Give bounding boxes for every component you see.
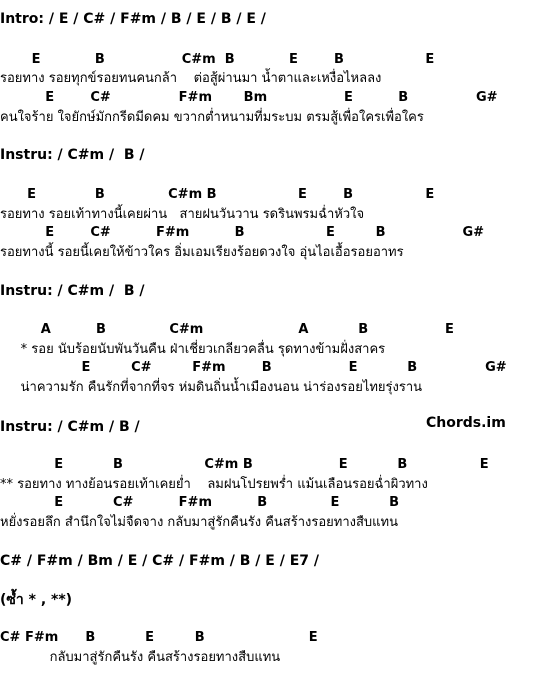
instru-line: Instru: / C#m / B /: [0, 419, 140, 435]
chord-line: E C# F#m B E B G#: [0, 225, 485, 240]
repeat-note: (ซ้ำ * , **): [0, 592, 73, 608]
lyric-line: กลับมาสู่รักคืนรัง คืนสร้างรอยทางสืบแทน: [0, 650, 281, 665]
lyric-line: * รอย นับร้อยนับพันวันคืน ฝ่าเชี่ยวเกลียวคลื่น รุดทางข้ามฝั่งสาคร: [0, 342, 386, 357]
chord-line: C# F#m B E B E: [0, 630, 318, 645]
lyric-line: ** รอยทาง ทางย้อนรอยเท้าเคยย่ำ ลมฝนโปรยพร่ำ แม้นเลือนรอยฉ่ำผิวทาง: [0, 477, 428, 492]
chord-line: E B C#m B E B E: [0, 52, 435, 67]
chord-line: E B C#m B E B E: [0, 457, 489, 472]
watermark: Chords.im: [426, 415, 506, 431]
lyric-line: หยั่งรอยลึก สำนึกใจไม่จืดจาง กลับมาสู่รักคืนรัง คืนสร้างรอยทางสืบแทน: [0, 515, 399, 530]
chord-line: E C# F#m B E B: [0, 495, 400, 510]
instru-line: Instru: / C#m / B /: [0, 283, 145, 299]
lyric-line: คนใจร้าย ใจยักษ์มักกรีดมีดคม ขวากต่ำหนามที่มระบม ตรมสู้เพื่อใครเพื่อใคร: [0, 110, 424, 125]
chord-line: E B C#m B E B E: [0, 187, 435, 202]
outro-line: C# / F#m / Bm / E / C# / F#m / B / E / E7 /: [0, 553, 320, 569]
chord-line: A B C#m A B E: [0, 322, 454, 337]
chord-line: E C# F#m B E B G#: [0, 360, 507, 375]
intro-line: Intro: / E / C# / F#m / B / E / B / E /: [0, 11, 266, 27]
lyric-line: รอยทางนี้ รอยนี้เคยให้ข้าวใคร อิ่มเอมเรียงร้อยดวงใจ อุ่นไอเอื้อรอยอาทร: [0, 245, 404, 260]
lyric-line: น่าความรัก คืนรักที่จากที่จร ห่มดินถิ่นน้ำเมืองนอน น่าร่องรอยไทยรุ่งราน: [0, 380, 423, 395]
lyric-line: รอยทาง รอยทุกข์รอยทนคนกล้า ต่อสู้ผ่านมา น้ำตาและเหงื่อไหลลง: [0, 71, 382, 86]
chord-line: E C# F#m Bm E B G#: [0, 90, 498, 105]
lyric-line: รอยทาง รอยเท้าทางนี้เคยผ่าน สายฝนวันวาน รดรินพรมฉ่ำหัวใจ: [0, 207, 365, 222]
instru-line: Instru: / C#m / B /: [0, 147, 145, 163]
